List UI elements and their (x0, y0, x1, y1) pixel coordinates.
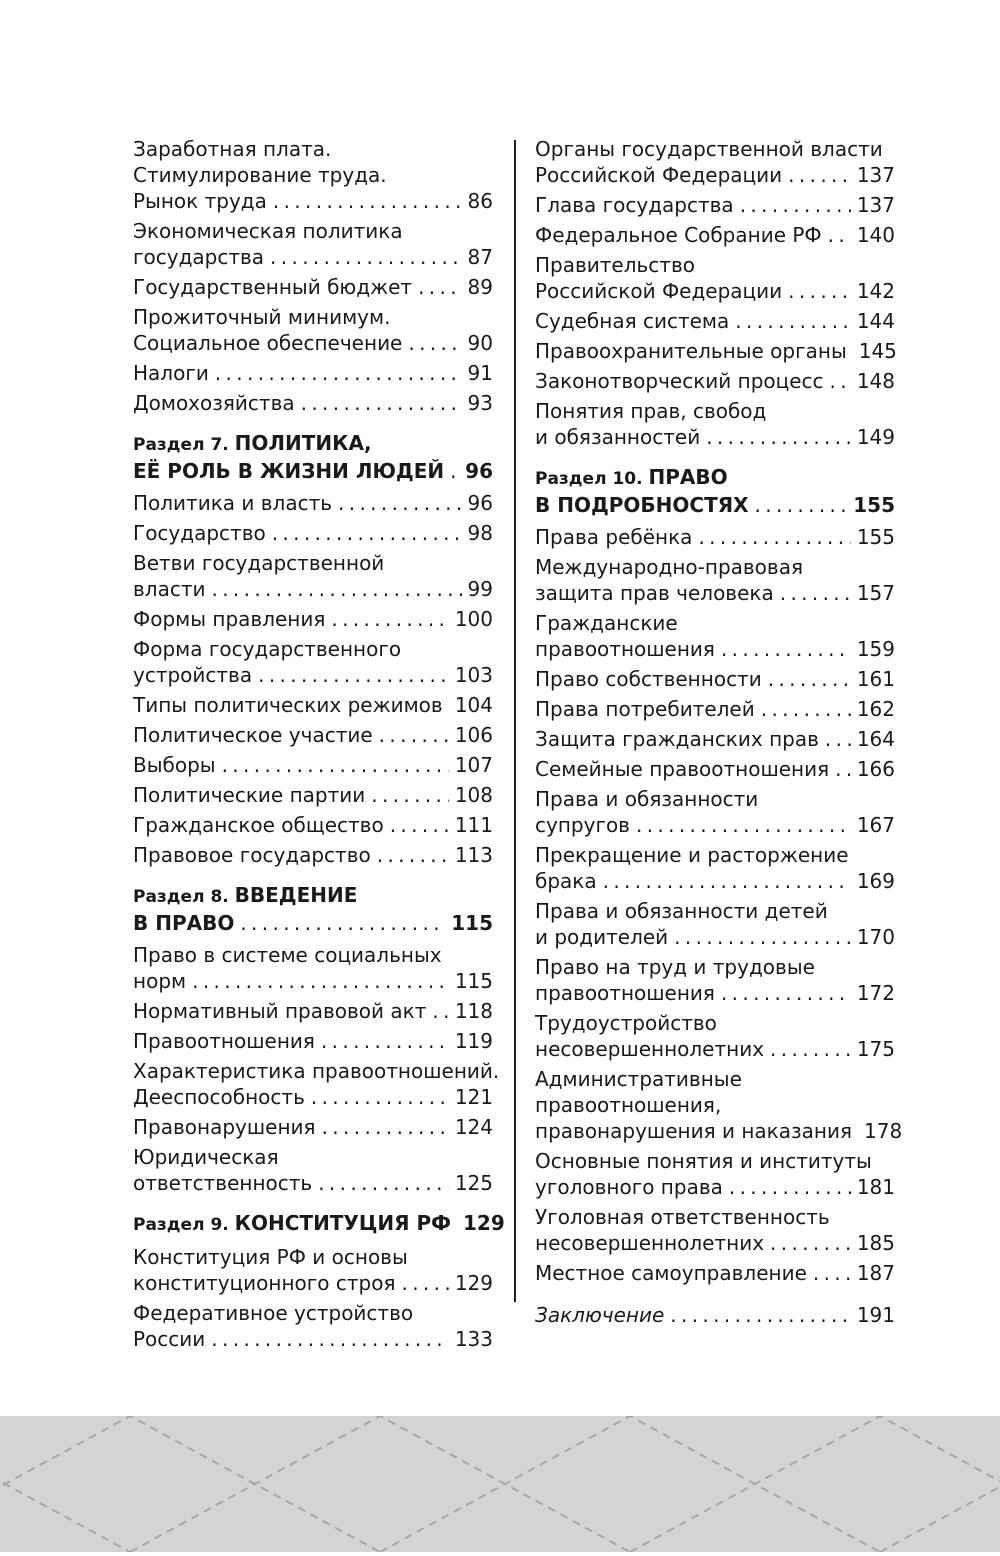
page-number: 157 (857, 580, 895, 606)
dot-leader (740, 192, 851, 218)
toc-entry (535, 726, 895, 752)
diamond-pattern (0, 1416, 1000, 1552)
dot-leader (211, 1326, 449, 1352)
toc-entry (535, 222, 895, 248)
toc-entry (133, 304, 493, 356)
dot-leader (780, 580, 851, 606)
dot-leader (698, 524, 850, 550)
page-number: 106 (455, 722, 493, 748)
dot-leader (770, 1230, 851, 1256)
page-number: 115 (455, 968, 493, 994)
page-number: 133 (455, 1326, 493, 1352)
entry-title: Российской Федерации (535, 162, 782, 188)
entry-title: Гражданское общество (133, 812, 384, 838)
toc-entry (133, 722, 493, 748)
page-number: 99 (468, 576, 493, 602)
entry-title: Органы государственной власти (535, 137, 883, 161)
toc-entry (133, 390, 493, 416)
dot-leader (401, 1270, 448, 1296)
dot-leader (828, 222, 851, 248)
section-number: Раздел 7. (133, 435, 235, 455)
entry-title: Правонарушения (133, 1114, 316, 1140)
toc-entry (535, 756, 895, 782)
entry-title: Международно-правовая (535, 555, 803, 579)
page-number: 90 (468, 330, 493, 356)
entry-title: Форма государственного (133, 637, 401, 661)
entry-title: Домохозяйства (133, 390, 295, 416)
entry-title: правонарушения и наказания (535, 1118, 852, 1144)
toc-entry (133, 360, 493, 386)
section-title: КОНСТИТУЦИЯ РФ (235, 1211, 451, 1235)
entry-title: Права и обязанности детей (535, 899, 828, 923)
decorative-footer-pattern (0, 1416, 1000, 1552)
entry-title: несовершеннолетних (535, 1230, 764, 1256)
entry-title: устройства (133, 662, 252, 688)
entry-title: Трудоустройство (535, 1011, 717, 1035)
entry-title: Прекращение и расторжение (535, 843, 849, 867)
page-number: 98 (468, 520, 493, 546)
page-number: 175 (857, 1036, 895, 1062)
entry-title: Правовое государство (133, 842, 371, 868)
dot-leader (735, 308, 851, 334)
dot-leader (755, 492, 848, 518)
toc-entry (133, 752, 493, 778)
entry-title: ответственность (133, 1170, 312, 1196)
dot-leader (222, 752, 449, 778)
dot-leader (670, 1302, 851, 1328)
page-number: 149 (857, 424, 895, 450)
page-number: 113 (455, 842, 493, 868)
entry-title: Государственный бюджет (133, 274, 412, 300)
entry-title: и обязанностей (535, 424, 700, 450)
dot-leader (379, 722, 449, 748)
page-number: 125 (455, 1170, 493, 1196)
dot-leader (603, 868, 851, 894)
entry-title: брака (535, 868, 597, 894)
page-number: 93 (468, 390, 493, 416)
entry-title: Уголовная ответственность (535, 1205, 830, 1229)
entry-title: Федеративное устройство (133, 1301, 413, 1325)
toc-entry (535, 1260, 895, 1286)
toc-entry (535, 898, 895, 950)
toc-entry (535, 308, 895, 334)
dot-leader (706, 424, 851, 450)
entry-title: Заключение (535, 1302, 664, 1328)
toc-entry (133, 812, 493, 838)
dot-leader (331, 606, 448, 632)
dot-leader (729, 1174, 851, 1200)
page-number: 187 (857, 1260, 895, 1286)
page-number: 137 (857, 162, 895, 188)
toc-entry (535, 554, 895, 606)
toc-entry (535, 696, 895, 722)
page-number: 108 (455, 782, 493, 808)
toc-section-heading (133, 430, 493, 484)
toc-entry (133, 1114, 493, 1140)
entry-title: Политика и власть (133, 490, 332, 516)
entry-title: государства (133, 244, 264, 270)
entry-title: Защита гражданских прав (535, 726, 819, 752)
page-number: 155 (853, 492, 895, 518)
toc-entry (535, 524, 895, 550)
entry-title: правоотношения, (535, 1093, 721, 1117)
page-number: 89 (468, 274, 493, 300)
entry-title: Политическое участие (133, 722, 373, 748)
entry-title: Ветви государственной (133, 551, 384, 575)
entry-title: правоотношения (535, 980, 715, 1006)
toc-right-column (535, 136, 895, 1332)
entry-title: несовершеннолетних (535, 1036, 764, 1062)
entry-title: Гражданские (535, 611, 678, 635)
entry-title: В ПОДРОБНОСТЯХ (535, 492, 749, 518)
dot-leader (788, 278, 851, 304)
dot-leader (761, 696, 851, 722)
page-number: 159 (857, 636, 895, 662)
toc-entry (133, 136, 493, 214)
entry-title: Государство (133, 520, 266, 546)
entry-title: Понятия прав, свобод (535, 399, 766, 423)
toc-entry (133, 1058, 493, 1110)
page-number: 145 (859, 338, 897, 364)
entry-title: Права ребёнка (535, 524, 692, 550)
dot-leader (788, 162, 851, 188)
page-number: 185 (857, 1230, 895, 1256)
column-divider (514, 140, 516, 1302)
entry-title: Права и обязанности (535, 787, 758, 811)
section-number: Раздел 8. (133, 887, 235, 907)
toc-entry (133, 1028, 493, 1054)
toc-entry (133, 636, 493, 688)
entry-title: Основные понятия и институты (535, 1149, 872, 1173)
entry-title: норм (133, 968, 186, 994)
entry-title: защита прав человека (535, 580, 774, 606)
section-title: ПОЛИТИКА, (235, 431, 372, 455)
entry-title: Судебная система (535, 308, 729, 334)
toc-entry (133, 692, 493, 718)
toc-entry (535, 610, 895, 662)
section-number: Раздел 10. (535, 469, 648, 489)
entry-title: Правоохранительные органы (535, 338, 847, 364)
page-number: 162 (857, 696, 895, 722)
entry-title: Местное самоуправление (535, 1260, 807, 1286)
page-number: 169 (857, 868, 895, 894)
page-number: 100 (455, 606, 493, 632)
toc-entry (535, 338, 895, 364)
entry-title: конституционного строя (133, 1270, 395, 1296)
dot-leader (674, 924, 851, 950)
dot-leader (770, 1036, 851, 1062)
page-number: 148 (857, 368, 895, 394)
dot-leader (240, 910, 445, 936)
toc-section-heading (535, 464, 895, 518)
page-number: 86 (468, 188, 493, 214)
page-number: 96 (468, 490, 493, 516)
entry-title: Права потребителей (535, 696, 755, 722)
entry-title: Нормативный правовой акт (133, 998, 426, 1024)
dot-leader (813, 1260, 851, 1286)
toc-entry (133, 782, 493, 808)
page-number: 118 (455, 998, 493, 1024)
toc-entry (535, 666, 895, 692)
toc-entry (133, 606, 493, 632)
dot-leader (432, 998, 448, 1024)
page-number: 191 (857, 1302, 895, 1328)
entry-title: Заработная плата. (133, 137, 331, 161)
dot-leader (311, 1084, 449, 1110)
toc-entry (535, 842, 895, 894)
entry-title: Прожиточный минимум. (133, 305, 390, 329)
entry-title: Правительство (535, 253, 695, 277)
toc-entry (133, 1244, 493, 1296)
page-number: 124 (455, 1114, 493, 1140)
page-number: 111 (455, 812, 493, 838)
entry-title: уголовного права (535, 1174, 723, 1200)
toc-entry (535, 1204, 895, 1256)
dot-leader (377, 842, 449, 868)
entry-title: Семейные правоотношения (535, 756, 829, 782)
page-number: 181 (857, 1174, 895, 1200)
entry-title: Право собственности (535, 666, 762, 692)
entry-title: Административные (535, 1067, 742, 1091)
dot-leader (272, 520, 462, 546)
dot-leader (768, 666, 851, 692)
section-number: Раздел 9. (133, 1215, 235, 1235)
toc-entry (535, 136, 895, 188)
toc-entry (133, 550, 493, 602)
entry-title: Политические партии (133, 782, 365, 808)
entry-title: Стимулирование труда. (133, 163, 387, 187)
page-number: 91 (468, 360, 493, 386)
entry-title: России (133, 1326, 205, 1352)
toc-entry (133, 1300, 493, 1352)
page-number: 104 (455, 692, 493, 718)
toc-entry (535, 954, 895, 1006)
entry-title: Социальное обеспечение (133, 330, 402, 356)
dot-leader (322, 1114, 449, 1140)
section-title: ВВЕДЕНИЕ (235, 883, 358, 907)
dot-leader (301, 390, 462, 416)
dot-leader (825, 726, 851, 752)
toc-entry (133, 218, 493, 270)
page-number: 115 (451, 910, 493, 936)
toc-section-heading (133, 882, 493, 936)
entry-title: Российской Федерации (535, 278, 782, 304)
entry-title: Право на труд и трудовые (535, 955, 815, 979)
toc-entry (133, 942, 493, 994)
entry-title: ЕЁ РОЛЬ В ЖИЗНИ ЛЮДЕЙ (133, 458, 444, 484)
toc-entry (535, 1066, 895, 1144)
entry-title: Характеристика правоотношений. (133, 1059, 499, 1083)
page-number: 142 (857, 278, 895, 304)
page-number: 121 (455, 1084, 493, 1110)
entry-title: и родителей (535, 924, 668, 950)
entry-title: Правоотношения (133, 1028, 315, 1054)
dot-leader (338, 490, 462, 516)
toc-entry (133, 998, 493, 1024)
entry-title: Экономическая политика (133, 219, 403, 243)
toc-entry (535, 398, 895, 450)
dot-leader (721, 980, 851, 1006)
entry-title: Законотворческий процесс (535, 368, 824, 394)
toc-left-column (133, 136, 493, 1356)
entry-title: Типы политических режимов (133, 692, 443, 718)
dot-leader (408, 330, 461, 356)
page-number: 87 (468, 244, 493, 270)
page-number: 96 (465, 458, 493, 484)
entry-title: Глава государства (535, 192, 734, 218)
section-title: ПРАВО (648, 465, 727, 489)
page-number: 164 (857, 726, 895, 752)
entry-title: Формы правления (133, 606, 325, 632)
page-number: 103 (455, 662, 493, 688)
dot-leader (636, 812, 851, 838)
page-number: 129 (463, 1210, 505, 1236)
dot-leader (450, 458, 459, 484)
dot-leader (371, 782, 449, 808)
toc-entry (133, 274, 493, 300)
toc-entry (535, 1302, 895, 1328)
entry-title: супругов (535, 812, 630, 838)
toc-entry (133, 490, 493, 516)
toc-entry (133, 520, 493, 546)
dot-leader (211, 576, 461, 602)
page-number: 144 (857, 308, 895, 334)
toc-entry (535, 192, 895, 218)
page-number: 172 (857, 980, 895, 1006)
toc-entry (535, 1010, 895, 1062)
entry-title: Налоги (133, 360, 209, 386)
toc-entry (535, 1148, 895, 1200)
toc-section-heading (133, 1210, 493, 1238)
entry-title: власти (133, 576, 205, 602)
page-number: 119 (455, 1028, 493, 1054)
dot-leader (418, 274, 461, 300)
entry-title: В ПРАВО (133, 910, 234, 936)
dot-leader (321, 1028, 449, 1054)
entry-title: Конституция РФ и основы (133, 1245, 408, 1269)
page-number: 137 (857, 192, 895, 218)
dot-leader (192, 968, 449, 994)
entry-title: Право в системе социальных (133, 943, 442, 967)
dot-leader (258, 662, 449, 688)
toc-entry (133, 842, 493, 868)
dot-leader (215, 360, 462, 386)
page-number: 178 (864, 1118, 902, 1144)
toc-entry (535, 786, 895, 838)
entry-title: Дееспособность (133, 1084, 305, 1110)
dot-leader (270, 244, 462, 270)
dot-leader (390, 812, 449, 838)
entry-title: Федеральное Собрание РФ (535, 222, 822, 248)
toc-entry (535, 252, 895, 304)
page-number: 167 (857, 812, 895, 838)
page-number: 166 (857, 756, 895, 782)
dot-leader (830, 368, 851, 394)
page-number: 129 (455, 1270, 493, 1296)
page-number: 155 (857, 524, 895, 550)
page-number: 170 (857, 924, 895, 950)
entry-title: Юридическая (133, 1145, 279, 1169)
entry-title: правоотношения (535, 636, 715, 662)
page-number: 161 (857, 666, 895, 692)
toc-entry (535, 368, 895, 394)
page-number: 140 (857, 222, 895, 248)
page-number: 107 (455, 752, 493, 778)
toc-entry (133, 1144, 493, 1196)
entry-title: Выборы (133, 752, 216, 778)
dot-leader (273, 188, 462, 214)
dot-leader (835, 756, 851, 782)
entry-title: Рынок труда (133, 188, 267, 214)
dot-leader (721, 636, 851, 662)
dot-leader (318, 1170, 449, 1196)
